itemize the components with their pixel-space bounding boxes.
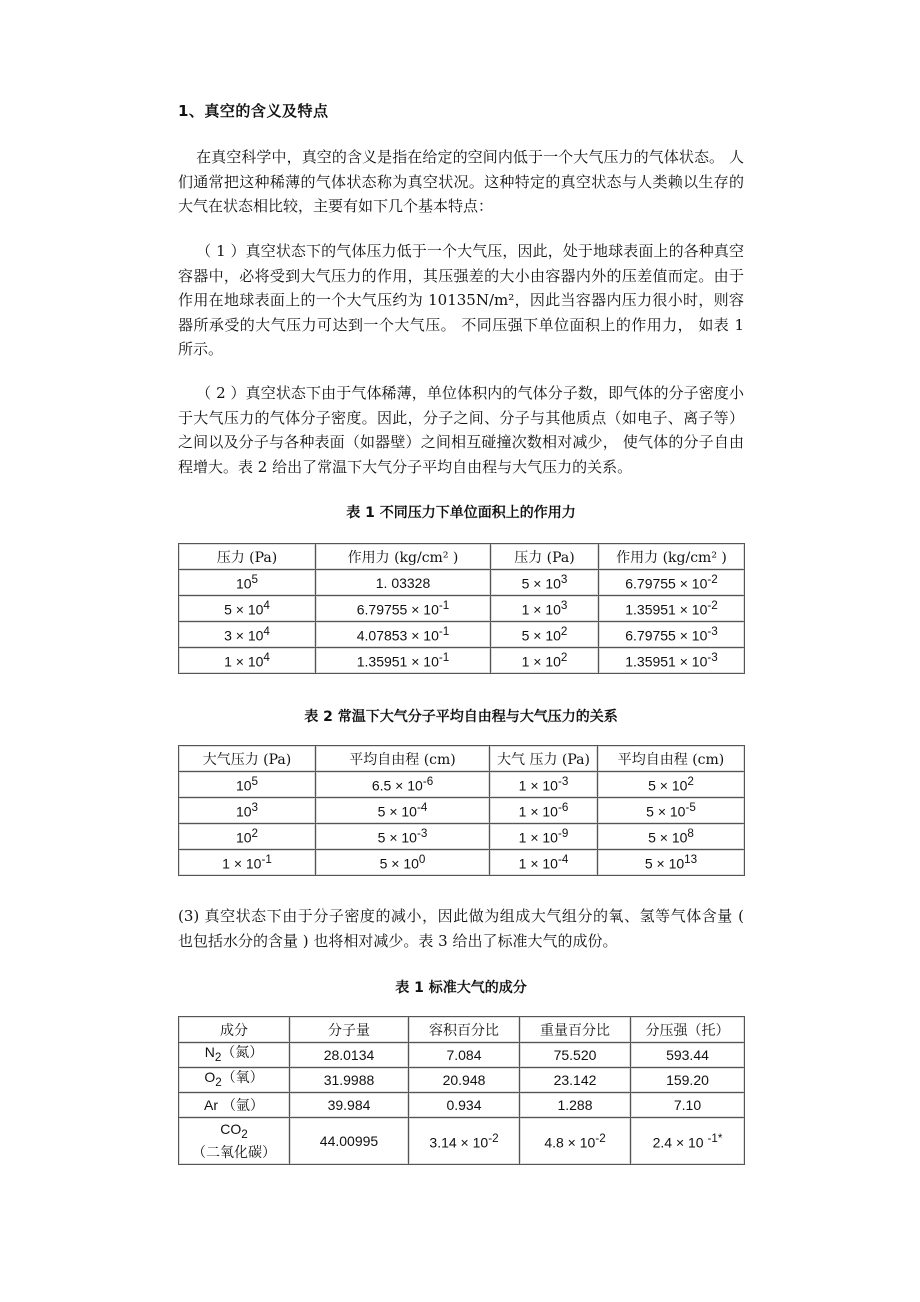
table3-caption: 表 1 标准大气的成分 (395, 980, 527, 996)
table-row (179, 1118, 745, 1165)
formula-name: （氧） (221, 1069, 264, 1086)
table-header-cell: 平均自由程 (cm) (316, 746, 490, 772)
value-exponent: -4 (557, 853, 569, 867)
table-cell (631, 1068, 745, 1093)
formula-name: （氮） (221, 1044, 264, 1061)
table-cell (631, 1093, 745, 1118)
value-base: 1 × 10 (518, 829, 558, 846)
value-exponent: 2 (560, 651, 568, 665)
table-cell (179, 850, 316, 876)
value-base: 6.79755 × 10 (356, 601, 439, 618)
value-exponent: 3 (560, 599, 568, 613)
value-exponent: -2 (488, 1131, 499, 1145)
table-cell (491, 596, 599, 622)
table-cell (598, 772, 745, 798)
formula-subscript: 2 (215, 1075, 222, 1089)
table-cell (290, 1093, 409, 1118)
value-text: 593.44 (666, 1047, 709, 1063)
value-base: 1.35951 × 10 (625, 653, 708, 670)
value-base: 1 × 10 (521, 601, 561, 618)
table-header-cell: 压力 (Pa) (491, 544, 599, 570)
value-base: 1 × 10 (518, 855, 558, 872)
table-cell (491, 622, 599, 648)
table-header-cell: 容积百分比 (409, 1017, 520, 1043)
formula-text: CO (220, 1120, 242, 1137)
table-cell (290, 1068, 409, 1093)
table-row (179, 850, 745, 876)
value-exponent: 5 (251, 573, 259, 587)
formula-text: Ar (204, 1096, 222, 1113)
value-base: 5 × 10 (521, 575, 561, 592)
value-base: 2.4 × 10 (652, 1134, 708, 1151)
table2-caption: 表 2 常温下大气分子平均自由程与大气压力的关系 (304, 709, 618, 725)
table-cell (179, 1043, 290, 1068)
table-row (179, 596, 745, 622)
paragraph-intro (178, 145, 744, 219)
value-base: 10 (235, 777, 252, 794)
table-cell (179, 622, 316, 648)
table-row (179, 648, 745, 674)
table-cell (316, 648, 491, 674)
table-header-cell: 压力 (Pa) (179, 544, 316, 570)
table-cell (179, 596, 316, 622)
value-base: 5 × 10 (648, 777, 688, 794)
value-text: 1. 03328 (375, 574, 431, 591)
value-base: 5 × 10 (379, 855, 419, 872)
value-text: 7.10 (673, 1097, 702, 1113)
table-cell (631, 1043, 745, 1068)
value-exponent: 4 (263, 651, 270, 665)
formula-text: N (204, 1044, 215, 1061)
table-header-cell: 分子量 (290, 1017, 409, 1043)
value-base: 5 × 10 (646, 803, 686, 820)
value-base: 6.79755 × 10 (625, 627, 708, 644)
table-cell (599, 622, 745, 648)
formula-name: （二氧化碳） (192, 1144, 276, 1161)
value-base: 6.79755 × 10 (625, 575, 708, 592)
table-cell (179, 1118, 290, 1165)
value-exponent: 0 (418, 853, 426, 867)
formula-text: O (204, 1069, 216, 1086)
value-exponent: 13 (684, 853, 698, 867)
table-cell (179, 824, 316, 850)
table-header-cell: 作用力 (kg/cm² ) (316, 544, 491, 570)
table-cell (631, 1118, 745, 1165)
table-cell (316, 798, 490, 824)
value-exponent: -6 (557, 801, 569, 815)
table-row (179, 824, 745, 850)
value-text: 44.00995 (319, 1133, 379, 1149)
table-row (179, 772, 745, 798)
table-cell (316, 570, 491, 596)
value-text: 31.9988 (323, 1072, 375, 1088)
table-cell (490, 772, 598, 798)
table-header-cell: 平均自由程 (cm) (598, 746, 745, 772)
value-exponent: 3 (560, 573, 568, 587)
table-cell (599, 596, 745, 622)
value-base: 4.07853 × 10 (356, 627, 439, 644)
section-title: 1、真空的含义及特点 (178, 102, 329, 120)
table-cell (598, 798, 745, 824)
table-header-cell: 作用力 (kg/cm² ) (599, 544, 745, 570)
table-cell (179, 1068, 290, 1093)
value-text: 39.984 (327, 1097, 371, 1113)
table-row (179, 798, 745, 824)
table-cell (316, 824, 490, 850)
value-base: 1 × 10 (222, 855, 262, 872)
table-header-row (179, 1017, 745, 1043)
table-cell (409, 1118, 520, 1165)
value-exponent: 8 (687, 827, 694, 841)
value-exponent: -1 (438, 625, 450, 639)
value-text: 1.288 (557, 1097, 593, 1113)
value-exponent: 4 (263, 625, 270, 639)
value-base: 1.35951 × 10 (625, 601, 708, 618)
value-base: 5 × 10 (377, 829, 417, 846)
value-exponent: -2 (707, 573, 718, 587)
table-header-cell: 大气压力 (Pa) (179, 746, 316, 772)
table-row (179, 622, 745, 648)
value-exponent: 2 (251, 827, 259, 841)
value-exponent: -1* (707, 1131, 723, 1145)
value-text: 23.142 (553, 1072, 597, 1088)
table-cell (520, 1093, 631, 1118)
value-exponent: 2 (687, 775, 694, 789)
value-text: 159.20 (666, 1072, 709, 1088)
paragraph-point-2-text: （ 2 ）真空状态下由于气体稀薄，单位体积内的气体分子数，即气体的分子密度小于大气压力的气体分子密度。因此，分子之间、分子与其他质点（如电子、离子等）之间以及分子与各种表面（如器壁）之间相互碰撞次数相对减少， 使气体的分子自由程增大。表 2 给出了常温下大气分子平均自由程与大气压力的关系。 (178, 384, 744, 476)
table-cell (179, 772, 316, 798)
value-exponent: 5 (251, 775, 259, 789)
table1-caption: 表 1 不同压力下单位面积上的作用力 (346, 505, 576, 521)
paragraph-point-1 (178, 239, 744, 362)
value-text: 28.0134 (323, 1047, 375, 1063)
table-row (179, 1068, 745, 1093)
table-header-cell: 分压强（托） (631, 1017, 745, 1043)
table-cell (490, 798, 598, 824)
value-exponent: -1 (438, 651, 450, 665)
table-cell (409, 1093, 520, 1118)
value-exponent: -6 (422, 775, 434, 789)
value-exponent: 2 (560, 625, 568, 639)
table-cell (179, 798, 316, 824)
value-text: 0.934 (446, 1097, 482, 1113)
value-base: 10 (235, 829, 252, 846)
table-mean-free-path (178, 745, 745, 876)
value-exponent: -3 (707, 651, 718, 665)
table-cell (316, 772, 490, 798)
table-cell (599, 648, 745, 674)
value-exponent: -3 (557, 775, 569, 789)
table-row (179, 1093, 745, 1118)
value-text: 20.948 (442, 1072, 486, 1088)
value-base: 5 × 10 (644, 855, 685, 872)
value-base: 5 × 10 (224, 601, 264, 618)
value-base: 1 × 10 (521, 653, 561, 670)
value-exponent: 4 (263, 599, 270, 613)
table-cell (316, 622, 491, 648)
table-cell (490, 850, 598, 876)
value-base: 3 × 10 (224, 627, 264, 644)
value-exponent: 3 (251, 801, 259, 815)
table-cell (491, 570, 599, 596)
table-cell (290, 1118, 409, 1165)
paragraph-point-2 (178, 381, 744, 479)
value-base: 3.14 × 10 (429, 1134, 489, 1151)
formula-subscript: 2 (214, 1050, 222, 1064)
table-cell (179, 1093, 290, 1118)
table-cell (290, 1043, 409, 1068)
table-cell (316, 850, 490, 876)
table-cell (520, 1043, 631, 1068)
table-cell (598, 850, 745, 876)
value-base: 1 × 10 (518, 803, 558, 820)
table-header-cell: 重量百分比 (520, 1017, 631, 1043)
value-exponent: -3 (707, 625, 718, 639)
value-exponent: -2 (595, 1131, 606, 1145)
table-row (179, 570, 745, 596)
value-base: 10 (235, 575, 252, 592)
value-exponent: -3 (416, 827, 428, 841)
value-base: 1.35951 × 10 (356, 653, 439, 670)
formula-subscript: 2 (241, 1127, 248, 1141)
paragraph-point-1-text: （ 1 ）真空状态下的气体压力低于一个大气压，因此，处于地球表面上的各种真空容器中，必将受到大气压力的作用，其压强差的大小由容器内外的压差值而定。由于作用在地球表面上的一个大气压约为 10135N/m²，因此当容器内压力很小时，则容器所承受的大气压力可达到一个大气压。 不同压强下单位面积上的作用力， 如表 1 所示。 (178, 242, 744, 358)
table-standard-atmosphere (178, 1016, 745, 1165)
value-exponent: -4 (416, 801, 428, 815)
table-cell (409, 1043, 520, 1068)
value-exponent: -9 (557, 827, 569, 841)
value-exponent: -1 (438, 599, 450, 613)
table-cell (598, 824, 745, 850)
value-base: 4.8 × 10 (544, 1134, 596, 1151)
value-base: 6.5 × 10 (371, 777, 423, 794)
paragraph-intro-text: 在真空科学中，真空的含义是指在给定的空间内低于一个大气压力的气体状态。 人们通常把这种稀薄的气体状态称为真空状况。这种特定的真空状态与人类赖以生存的大气在状态相比较，主要有如下几个基本特点： (178, 148, 744, 215)
value-text: 75.520 (553, 1047, 597, 1063)
table-cell (520, 1118, 631, 1165)
value-base: 1 × 10 (224, 653, 264, 670)
paragraph-point-3: (3) 真空状态下由于分子密度的减小，因此做为组成大气组分的氧、氢等气体含量 ( 也包括水分的含量 ) 也将相对减少。表 3 给出了标准大气的成份。 (178, 907, 744, 950)
value-base: 5 × 10 (377, 803, 417, 820)
table-cell (409, 1068, 520, 1093)
table-row (179, 1043, 745, 1068)
value-base: 5 × 10 (521, 627, 561, 644)
table-header-cell: 成分 (179, 1017, 290, 1043)
value-exponent: -5 (685, 801, 696, 815)
formula-name: （氩） (221, 1096, 264, 1113)
value-text: 7.084 (446, 1047, 482, 1063)
table-cell (179, 648, 316, 674)
table-header-cell: 大气 压力 (Pa) (490, 746, 598, 772)
value-base: 10 (235, 803, 252, 820)
value-base: 5 × 10 (648, 829, 688, 846)
table-header-row (179, 544, 745, 570)
table-cell (490, 824, 598, 850)
value-base: 1 × 10 (518, 777, 558, 794)
table-cell (491, 648, 599, 674)
table-cell (179, 570, 316, 596)
table-cell (520, 1068, 631, 1093)
table-cell (316, 596, 491, 622)
table-cell (599, 570, 745, 596)
value-exponent: -1 (261, 853, 272, 867)
table-force-per-area (178, 543, 745, 674)
value-exponent: -2 (707, 599, 718, 613)
table-header-row (179, 746, 745, 772)
